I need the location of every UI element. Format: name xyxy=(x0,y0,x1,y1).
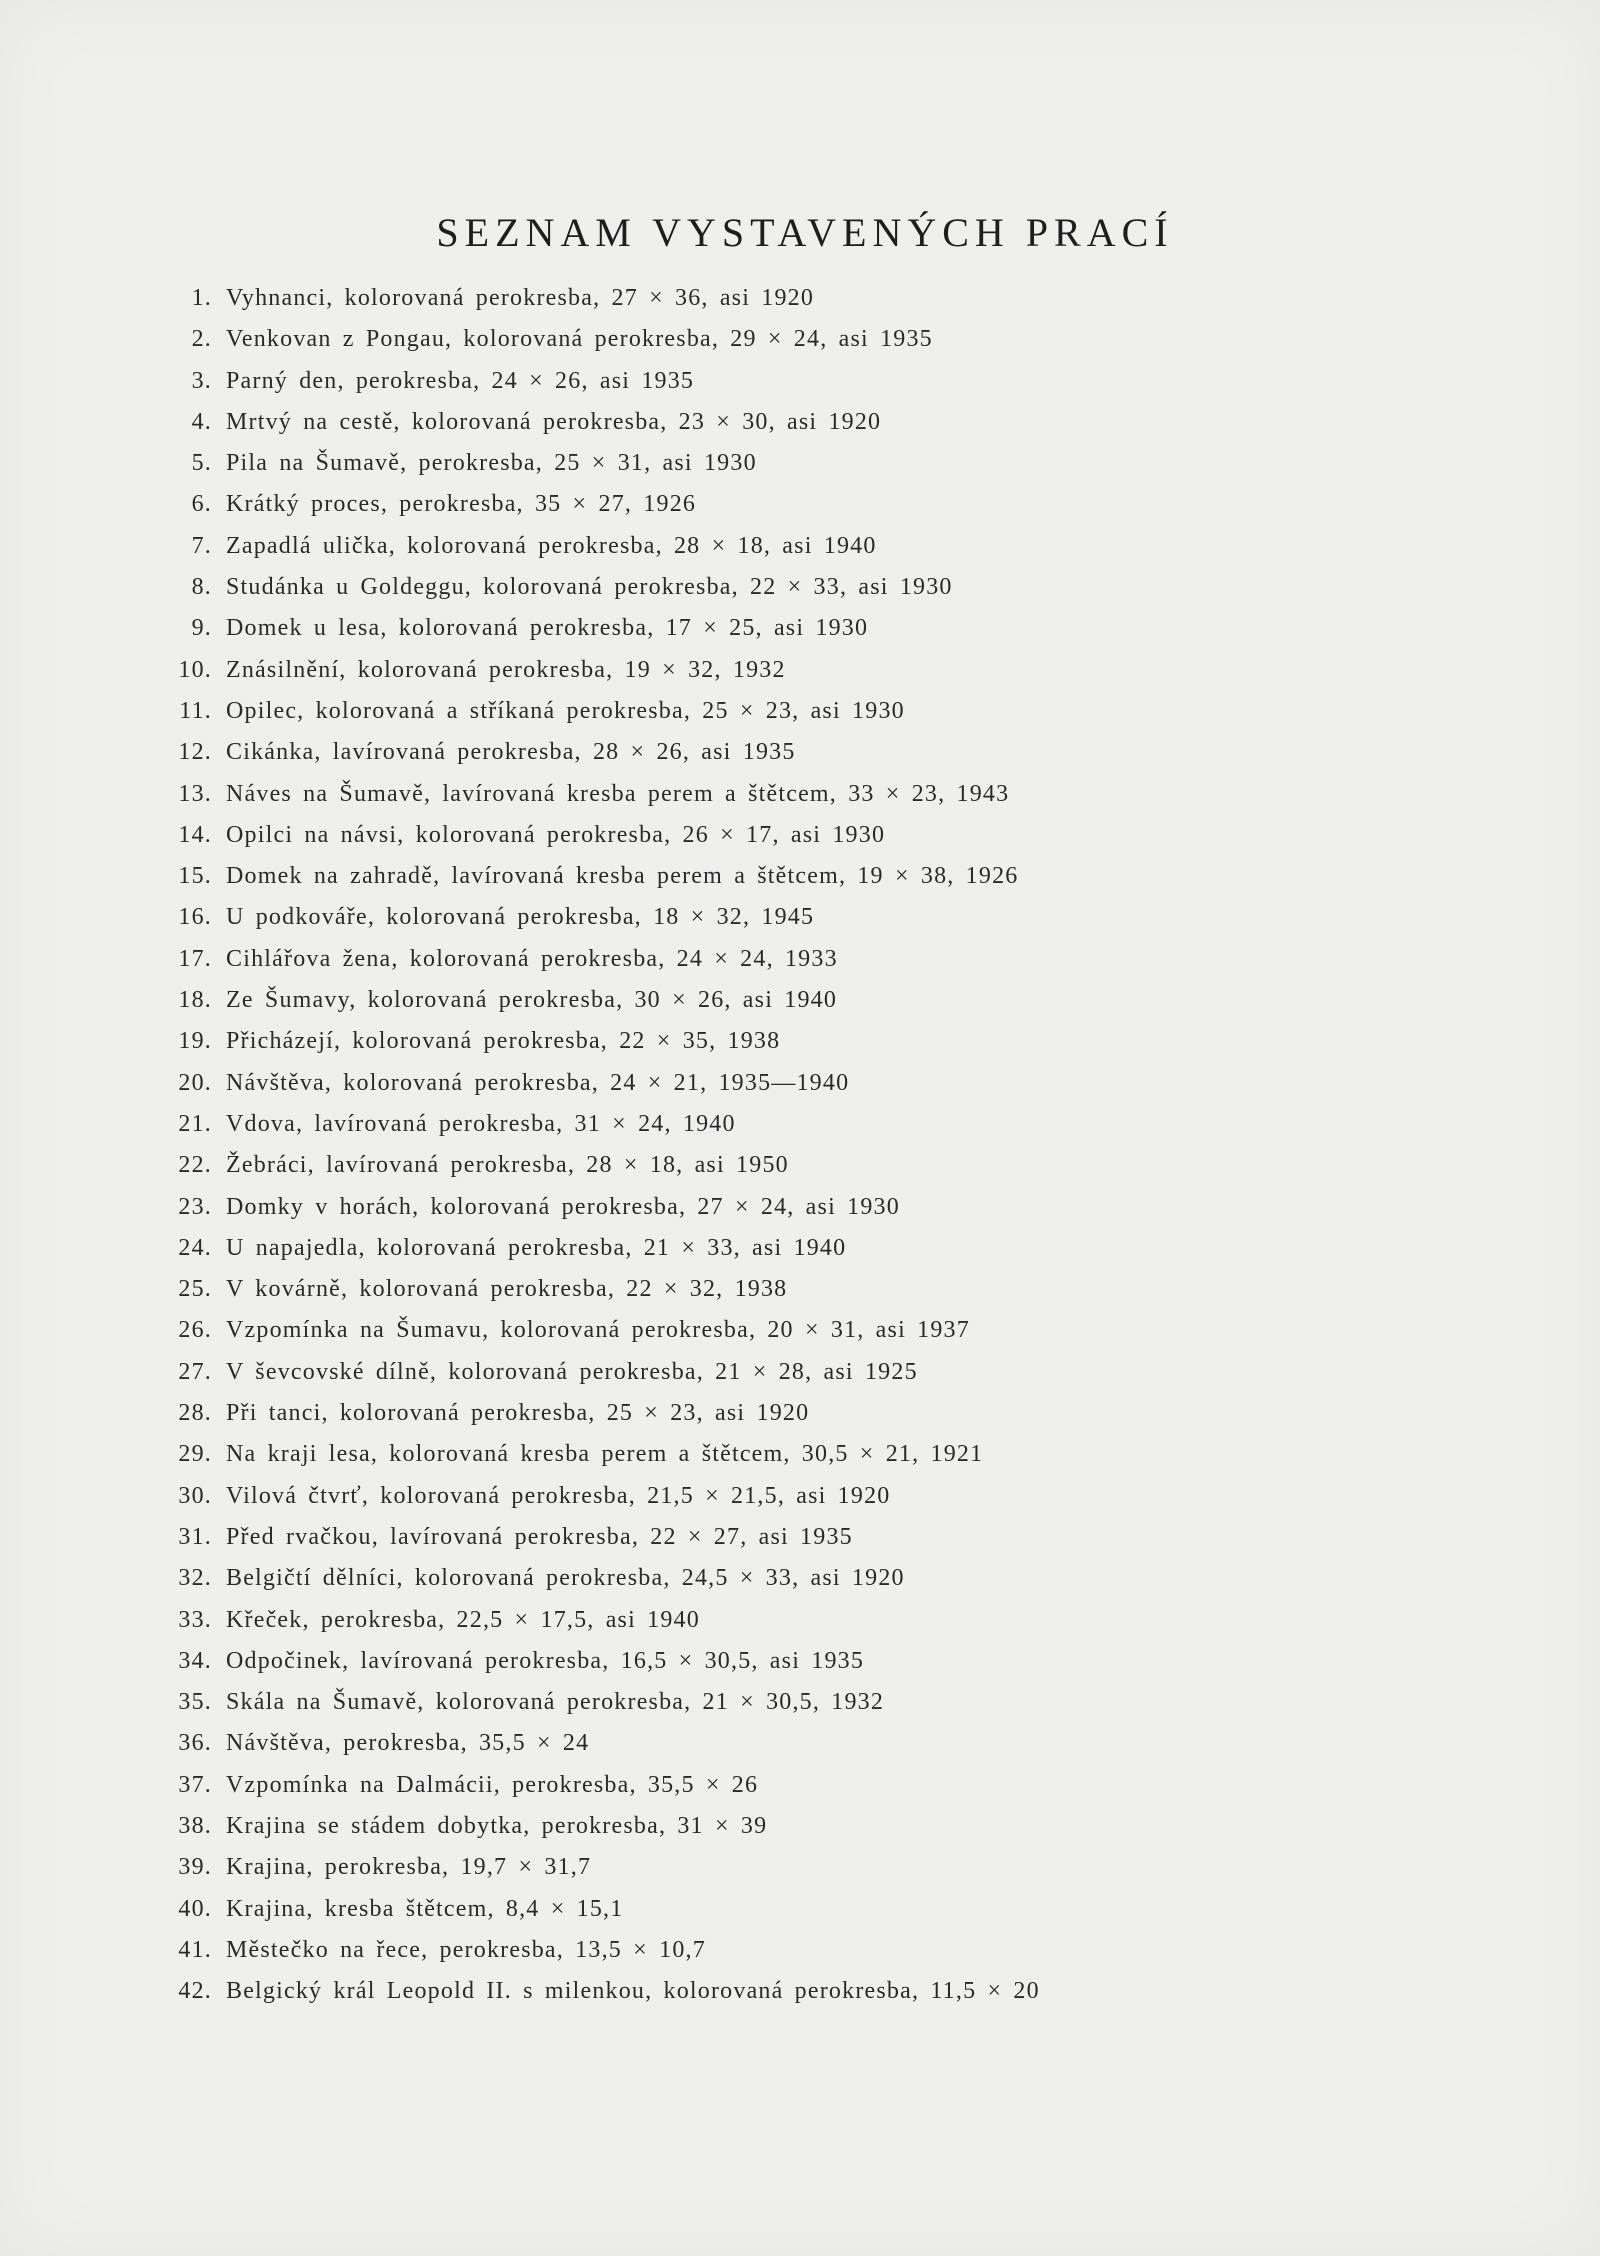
item-number: 3. xyxy=(191,367,212,394)
list-item xyxy=(152,361,1492,402)
item-number: 40. xyxy=(178,1895,212,1922)
list-item xyxy=(152,1352,1492,1393)
list-item xyxy=(152,1476,1492,1517)
item-number: 18. xyxy=(178,987,212,1014)
item-number: 29. xyxy=(178,1441,212,1468)
item-number: 16. xyxy=(178,904,212,931)
list-item xyxy=(152,1393,1492,1434)
item-number: 15. xyxy=(178,863,212,890)
item-text: Zapadlá ulička, kolorovaná perokresba, 28 × 18, asi 1940 xyxy=(226,532,877,559)
list-item xyxy=(152,1765,1492,1806)
item-number: 2. xyxy=(191,326,212,353)
list-item xyxy=(152,1104,1492,1145)
item-text: Znásilnění, kolorovaná perokresba, 19 × 32, 1932 xyxy=(226,656,786,683)
item-number: 7. xyxy=(191,532,212,559)
item-number: 38. xyxy=(178,1812,212,1839)
item-text: Krátký proces, perokresba, 35 × 27, 1926 xyxy=(226,491,697,518)
list-item xyxy=(152,1145,1492,1186)
list-item xyxy=(152,691,1492,732)
item-text: U podkováře, kolorovaná perokresba, 18 × 32, 1945 xyxy=(226,904,815,931)
item-number: 4. xyxy=(191,408,212,435)
item-text: Při tanci, kolorovaná perokresba, 25 × 23, asi 1920 xyxy=(226,1400,810,1427)
list-item xyxy=(152,319,1492,360)
item-number: 28. xyxy=(178,1400,212,1427)
item-text: V kovárně, kolorovaná perokresba, 22 × 32, 1938 xyxy=(226,1276,788,1303)
list-item xyxy=(152,1847,1492,1888)
list-item xyxy=(152,402,1492,443)
list-item xyxy=(152,1889,1492,1930)
item-text: Vdova, lavírovaná perokresba, 31 × 24, 1940 xyxy=(226,1110,736,1137)
item-text: Opilec, kolorovaná a stříkaná perokresba, 25 × 23, asi 1930 xyxy=(226,697,905,724)
item-text: Mrtvý na cestě, kolorovaná perokresba, 23 × 30, asi 1920 xyxy=(226,408,882,435)
item-number: 5. xyxy=(191,450,212,477)
list-item xyxy=(152,732,1492,773)
item-number: 42. xyxy=(178,1978,212,2005)
item-number: 34. xyxy=(178,1647,212,1674)
list-item xyxy=(152,1187,1492,1228)
list-item xyxy=(152,567,1492,608)
item-text: Křeček, perokresba, 22,5 × 17,5, asi 1940 xyxy=(226,1606,700,1633)
list-item xyxy=(152,939,1492,980)
item-number: 25. xyxy=(178,1276,212,1303)
item-text: Na kraji lesa, kolorovaná kresba perem a štětcem, 30,5 × 21, 1921 xyxy=(226,1441,984,1468)
item-number: 11. xyxy=(179,697,212,724)
item-text: Cihlářova žena, kolorovaná perokresba, 24 × 24, 1933 xyxy=(226,945,838,972)
item-number: 30. xyxy=(178,1482,212,1509)
item-text: Domek u lesa, kolorovaná perokresba, 17 × 25, asi 1930 xyxy=(226,615,869,642)
item-number: 10. xyxy=(178,656,212,683)
list-item xyxy=(152,1641,1492,1682)
list-item xyxy=(152,1558,1492,1599)
item-text: Vyhnanci, kolorovaná perokresba, 27 × 36, asi 1920 xyxy=(226,285,815,311)
list-item xyxy=(152,1930,1492,1971)
list-item xyxy=(152,278,1492,319)
item-number: 21. xyxy=(178,1110,212,1137)
works-list xyxy=(152,278,1492,2012)
item-number: 33. xyxy=(178,1606,212,1633)
item-number: 41. xyxy=(178,1936,212,1963)
item-text: Opilci na návsi, kolorovaná perokresba, 26 × 17, asi 1930 xyxy=(226,821,886,848)
item-number: 20. xyxy=(178,1069,212,1096)
item-text: Pila na Šumavě, perokresba, 25 × 31, asi 1930 xyxy=(226,450,757,477)
list-item xyxy=(152,526,1492,567)
list-item xyxy=(152,1063,1492,1104)
item-number: 8. xyxy=(191,574,212,601)
item-number: 36. xyxy=(178,1730,212,1757)
list-item xyxy=(152,1517,1492,1558)
item-number: 19. xyxy=(178,1028,212,1055)
list-item xyxy=(152,774,1492,815)
item-text: Vilová čtvrť, kolorovaná perokresba, 21,5 × 21,5, asi 1920 xyxy=(226,1482,891,1509)
item-text: Skála na Šumavě, kolorovaná perokresba, 21 × 30,5, 1932 xyxy=(226,1689,885,1716)
item-number: 14. xyxy=(178,821,212,848)
item-text: Ze Šumavy, kolorovaná perokresba, 30 × 26, asi 1940 xyxy=(226,987,838,1014)
item-number: 35. xyxy=(178,1689,212,1716)
list-item xyxy=(152,650,1492,691)
item-number: 13. xyxy=(178,780,212,807)
list-item xyxy=(152,1310,1492,1351)
item-text: Náves na Šumavě, lavírovaná kresba perem a štětcem, 33 × 23, 1943 xyxy=(226,780,1010,807)
item-text: Návštěva, perokresba, 35,5 × 24 xyxy=(226,1730,590,1757)
item-text: V ševcovské dílně, kolorovaná perokresba, 21 × 28, asi 1925 xyxy=(226,1358,918,1385)
item-text: Domek na zahradě, lavírovaná kresba perem a štětcem, 19 × 38, 1926 xyxy=(226,863,1019,890)
page-title: SEZNAM VYSTAVENÝCH PRACÍ xyxy=(436,209,1174,255)
item-text: Vzpomínka na Šumavu, kolorovaná perokresba, 20 × 31, asi 1937 xyxy=(226,1317,970,1344)
item-text: Belgičtí dělníci, kolorovaná perokresba, 24,5 × 33, asi 1920 xyxy=(226,1565,905,1592)
item-number: 22. xyxy=(178,1152,212,1179)
item-text: Venkovan z Pongau, kolorovaná perokresba, 29 × 24, asi 1935 xyxy=(226,326,933,353)
list-item xyxy=(152,1021,1492,1062)
list-item xyxy=(152,1434,1492,1475)
list-item xyxy=(152,1723,1492,1764)
item-text: Studánka u Goldeggu, kolorovaná perokresba, 22 × 33, asi 1930 xyxy=(226,574,953,601)
list-item xyxy=(152,980,1492,1021)
item-number: 12. xyxy=(178,739,212,766)
item-text: Krajina se stádem dobytka, perokresba, 31 × 39 xyxy=(226,1812,768,1839)
list-item xyxy=(152,1971,1492,2012)
item-number: 32. xyxy=(178,1565,212,1592)
item-text: Parný den, perokresba, 24 × 26, asi 1935 xyxy=(226,367,695,394)
list-item xyxy=(152,897,1492,938)
item-number: 37. xyxy=(178,1771,212,1798)
list-item xyxy=(152,1682,1492,1723)
item-number: 1. xyxy=(191,285,212,311)
item-number: 17. xyxy=(178,945,212,972)
item-number: 9. xyxy=(191,615,212,642)
item-number: 23. xyxy=(178,1193,212,1220)
list-item xyxy=(152,1228,1492,1269)
item-number: 24. xyxy=(178,1234,212,1261)
item-number: 27. xyxy=(178,1358,212,1385)
item-text: Městečko na řece, perokresba, 13,5 × 10,7 xyxy=(226,1936,706,1963)
list-item xyxy=(152,1600,1492,1641)
list-item xyxy=(152,443,1492,484)
list-item xyxy=(152,484,1492,525)
item-number: 26. xyxy=(178,1317,212,1344)
item-text: Žebráci, lavírovaná perokresba, 28 × 18, asi 1950 xyxy=(226,1152,789,1179)
list-item xyxy=(152,856,1492,897)
item-text: Belgický král Leopold II. s milenkou, kolorovaná perokresba, 11,5 × 20 xyxy=(226,1978,1040,2005)
item-text: Vzpomínka na Dalmácii, perokresba, 35,5 × 26 xyxy=(226,1771,759,1798)
item-text: Domky v horách, kolorovaná perokresba, 27 × 24, asi 1930 xyxy=(226,1193,900,1220)
item-number: 39. xyxy=(178,1854,212,1881)
list-item xyxy=(152,815,1492,856)
item-number: 31. xyxy=(178,1523,212,1550)
item-number: 6. xyxy=(191,491,212,518)
item-text: Cikánka, lavírovaná perokresba, 28 × 26, asi 1935 xyxy=(226,739,796,766)
item-text: Před rvačkou, lavírovaná perokresba, 22 × 27, asi 1935 xyxy=(226,1523,853,1550)
item-text: Krajina, kresba štětcem, 8,4 × 15,1 xyxy=(226,1895,624,1922)
item-text: Krajina, perokresba, 19,7 × 31,7 xyxy=(226,1854,592,1881)
list-item xyxy=(152,1269,1492,1310)
list-item xyxy=(152,1806,1492,1847)
item-text: U napajedla, kolorovaná perokresba, 21 × 33, asi 1940 xyxy=(226,1234,847,1261)
item-text: Přicházejí, kolorovaná perokresba, 22 × 35, 1938 xyxy=(226,1028,781,1055)
item-text: Návštěva, kolorovaná perokresba, 24 × 21, 1935—1940 xyxy=(226,1069,850,1096)
item-text: Odpočinek, lavírovaná perokresba, 16,5 × 30,5, asi 1935 xyxy=(226,1647,865,1674)
list-item xyxy=(152,608,1492,649)
